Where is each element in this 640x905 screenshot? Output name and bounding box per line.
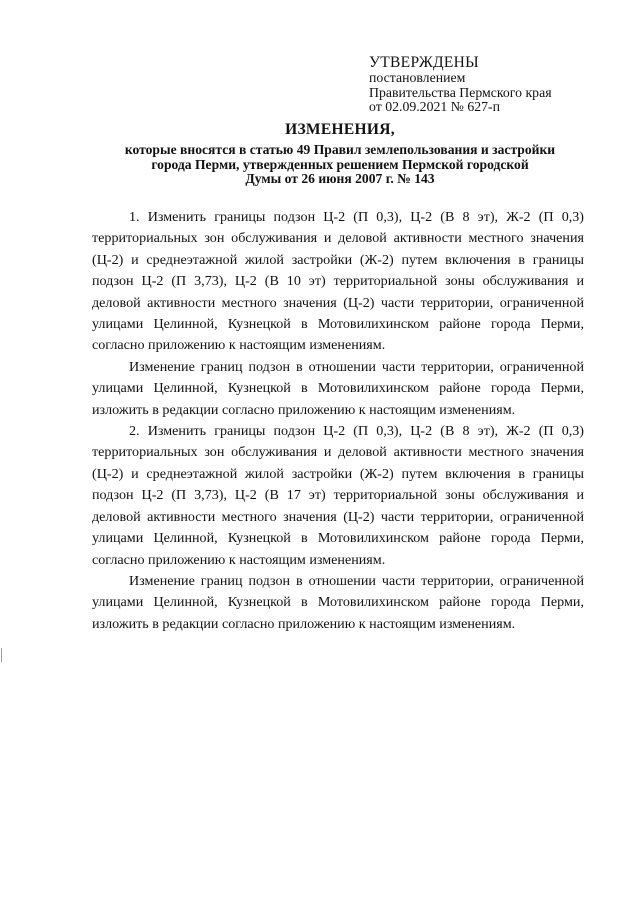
- approval-stamp: [369, 54, 619, 115]
- approval-line-3: от 02.09.2021 № 627-п: [369, 99, 501, 114]
- document-body: [92, 207, 584, 635]
- subtitle-line-3: Думы от 26 июня 2007 г. № 143: [245, 171, 435, 186]
- document-subtitle: [88, 143, 592, 187]
- paragraph-4: Изменение границ подзон в отношении части территории, ограниченной улицами Целинной, Кузнецкой в Мотовилихинском районе города Перми, изложить в редакции согласно приложению к настоящим изменениям.: [92, 572, 584, 632]
- approval-line-2: Правительства Пермского края: [369, 84, 552, 100]
- document-title: ИЗМЕНЕНИЯ,: [285, 121, 395, 138]
- subtitle-line-1: которые вносятся в статью 49 Правил землепользования и застройки: [124, 142, 556, 157]
- paragraph-1: 1. Изменить границы подзон Ц-2 (П 0,3), Ц-2 (В 8 эт), Ж-2 (П 0,3) территориальных зон обслуживания и деловой активности местного значения (Ц-2) и среднеэтажной жилой застройки (Ж-2) путем включения в границы подзон Ц-2 (П 3,73), Ц-2 (В 10 эт) территориальной зоны обслуживания и деловой активности местного значения (Ц-2) части территории, ограниченной улицами Целинной, Кузнецкой в Мотовилихинском районе города Перми, согласно приложению к настоящим изменениям.: [92, 209, 584, 354]
- approval-word: УТВЕРЖДЕНЫ: [369, 54, 479, 71]
- subtitle-line-2: города Перми, утвержденных решением Пермской городской: [151, 156, 529, 172]
- approval-line-1: постановлением: [369, 70, 466, 85]
- scan-edge-mark: [1, 648, 2, 662]
- paragraph-2: Изменение границ подзон в отношении части территории, ограниченной улицами Целинной, Кузнецкой в Мотовилихинском районе города Перми, изложить в редакции согласно приложению к настоящим изменениям.: [92, 358, 584, 418]
- paragraph-3: 2. Изменить границы подзон Ц-2 (П 0,3), Ц-2 (В 8 эт), Ж-2 (П 0,3) территориальных зон обслуживания и деловой активности местного значения (Ц-2) и среднеэтажной жилой застройки (Ж-2) путем включения в границы подзон Ц-2 (П 3,73), Ц-2 (В 17 эт) территориальной зоны обслуживания и деловой активности местного значения (Ц-2) части территории, ограниченной улицами Целинной, Кузнецкой в Мотовилихинском районе города Перми, согласно приложению к настоящим изменениям.: [92, 423, 584, 568]
